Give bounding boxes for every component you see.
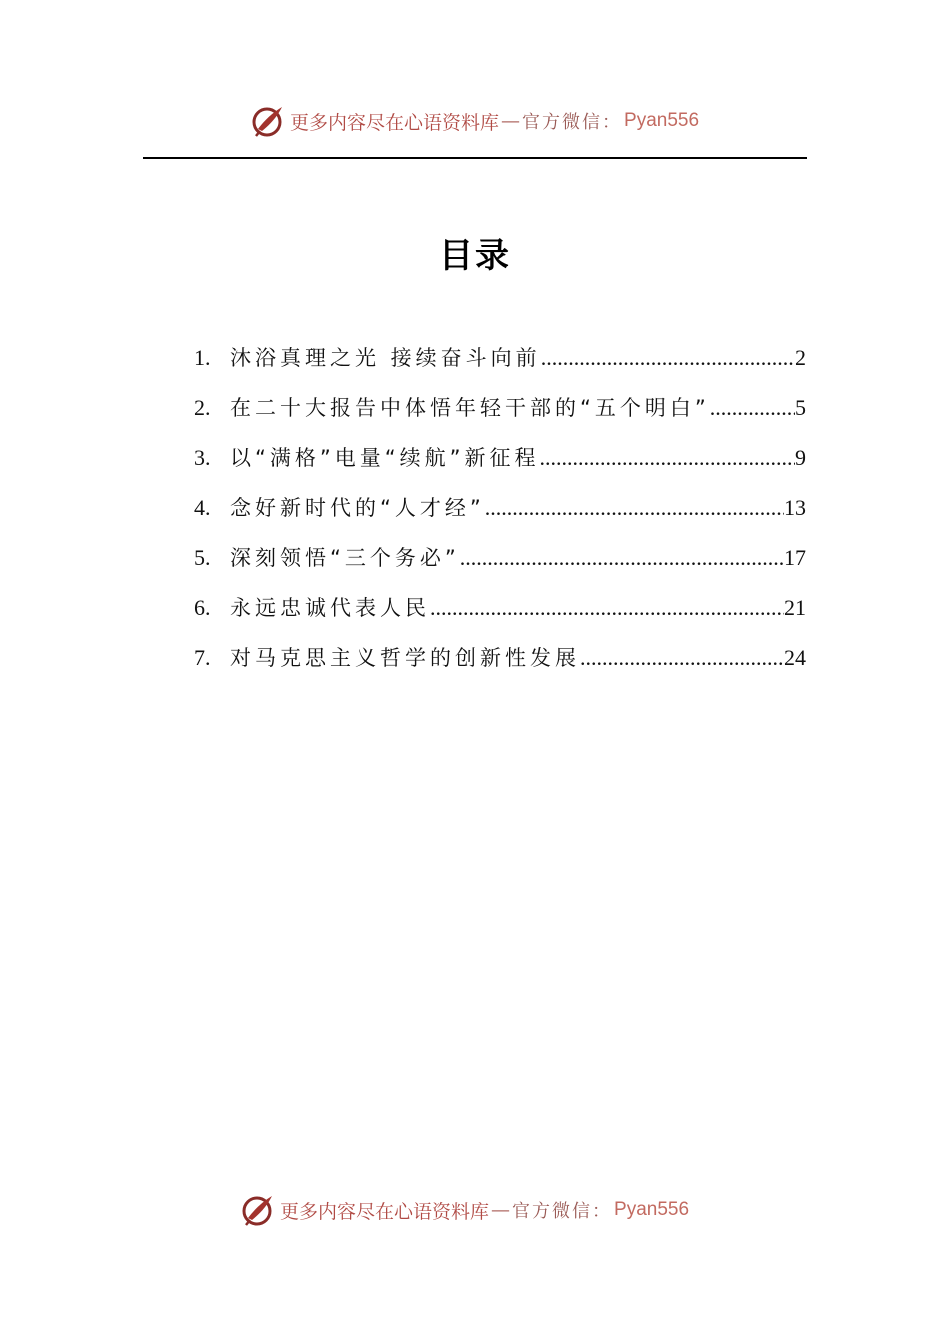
footer-banner: [240, 1192, 689, 1228]
toc-dot-leader: [430, 588, 784, 628]
toc-entry-text: 以“满格”电量“续航”新征程: [230, 446, 540, 470]
toc-entry[interactable]: [194, 438, 806, 488]
toc-entry-number: 2.: [194, 395, 211, 420]
toc-dot-leader: [485, 488, 784, 528]
toc-entry[interactable]: [194, 588, 806, 638]
header-banner: [250, 103, 699, 139]
toc-entry[interactable]: [194, 538, 806, 588]
toc-entry-number: 6.: [194, 595, 211, 620]
toc-entry-text: 在二十大报告中体悟年轻干部的“五个明白”: [230, 396, 710, 420]
header-wechat-id: Pyan556: [624, 110, 700, 131]
footer-slogan: 更多内容尽在心语资料库: [280, 1200, 490, 1223]
toc-dot-leader: [540, 438, 795, 478]
header-wechat-label: 官方微信：: [522, 112, 623, 133]
toc-entry-number: 7.: [194, 645, 211, 670]
toc-entry-page: 17: [784, 545, 806, 570]
header-slogan: 更多内容尽在心语资料库: [290, 111, 500, 134]
toc-list: [194, 338, 806, 688]
quill-logo-icon: [250, 103, 286, 139]
footer-wechat-label: 官方微信：: [512, 1201, 613, 1222]
header-dash: —: [501, 110, 521, 132]
toc-entry[interactable]: [194, 488, 806, 538]
toc-entry-page: 13: [784, 495, 806, 520]
toc-entry-page: 5: [795, 395, 806, 420]
header-rule: [143, 157, 807, 159]
toc-entry-text: 深刻领悟“三个务必”: [230, 546, 460, 570]
toc-entry[interactable]: [194, 388, 806, 438]
page-title: 目录: [439, 236, 511, 276]
footer-wechat-id: Pyan556: [614, 1199, 690, 1220]
toc-dot-leader: [710, 388, 795, 428]
toc-entry-number: 4.: [194, 495, 211, 520]
toc-entry-number: 5.: [194, 545, 211, 570]
toc-entry[interactable]: [194, 338, 806, 388]
toc-entry-page: 24: [784, 645, 806, 670]
toc-entry-text: 念好新时代的“人才经”: [230, 496, 485, 520]
toc-entry-text: 永远忠诚代表人民: [230, 596, 430, 620]
toc-entry-page: 21: [784, 595, 806, 620]
toc-entry-page: 9: [795, 445, 806, 470]
toc-dot-leader: [541, 338, 795, 378]
quill-logo-icon: [240, 1192, 276, 1228]
toc-entry-text: 对马克思主义哲学的创新性发展: [230, 646, 580, 670]
footer-dash: —: [491, 1199, 511, 1221]
toc-dot-leader: [460, 538, 784, 578]
toc-dot-leader: [580, 638, 784, 678]
toc-entry-number: 1.: [194, 345, 211, 370]
toc-entry[interactable]: [194, 638, 806, 688]
toc-entry-page: 2: [795, 345, 806, 370]
toc-entry-text: 沐浴真理之光 接续奋斗向前: [230, 346, 541, 370]
toc-entry-number: 3.: [194, 445, 211, 470]
